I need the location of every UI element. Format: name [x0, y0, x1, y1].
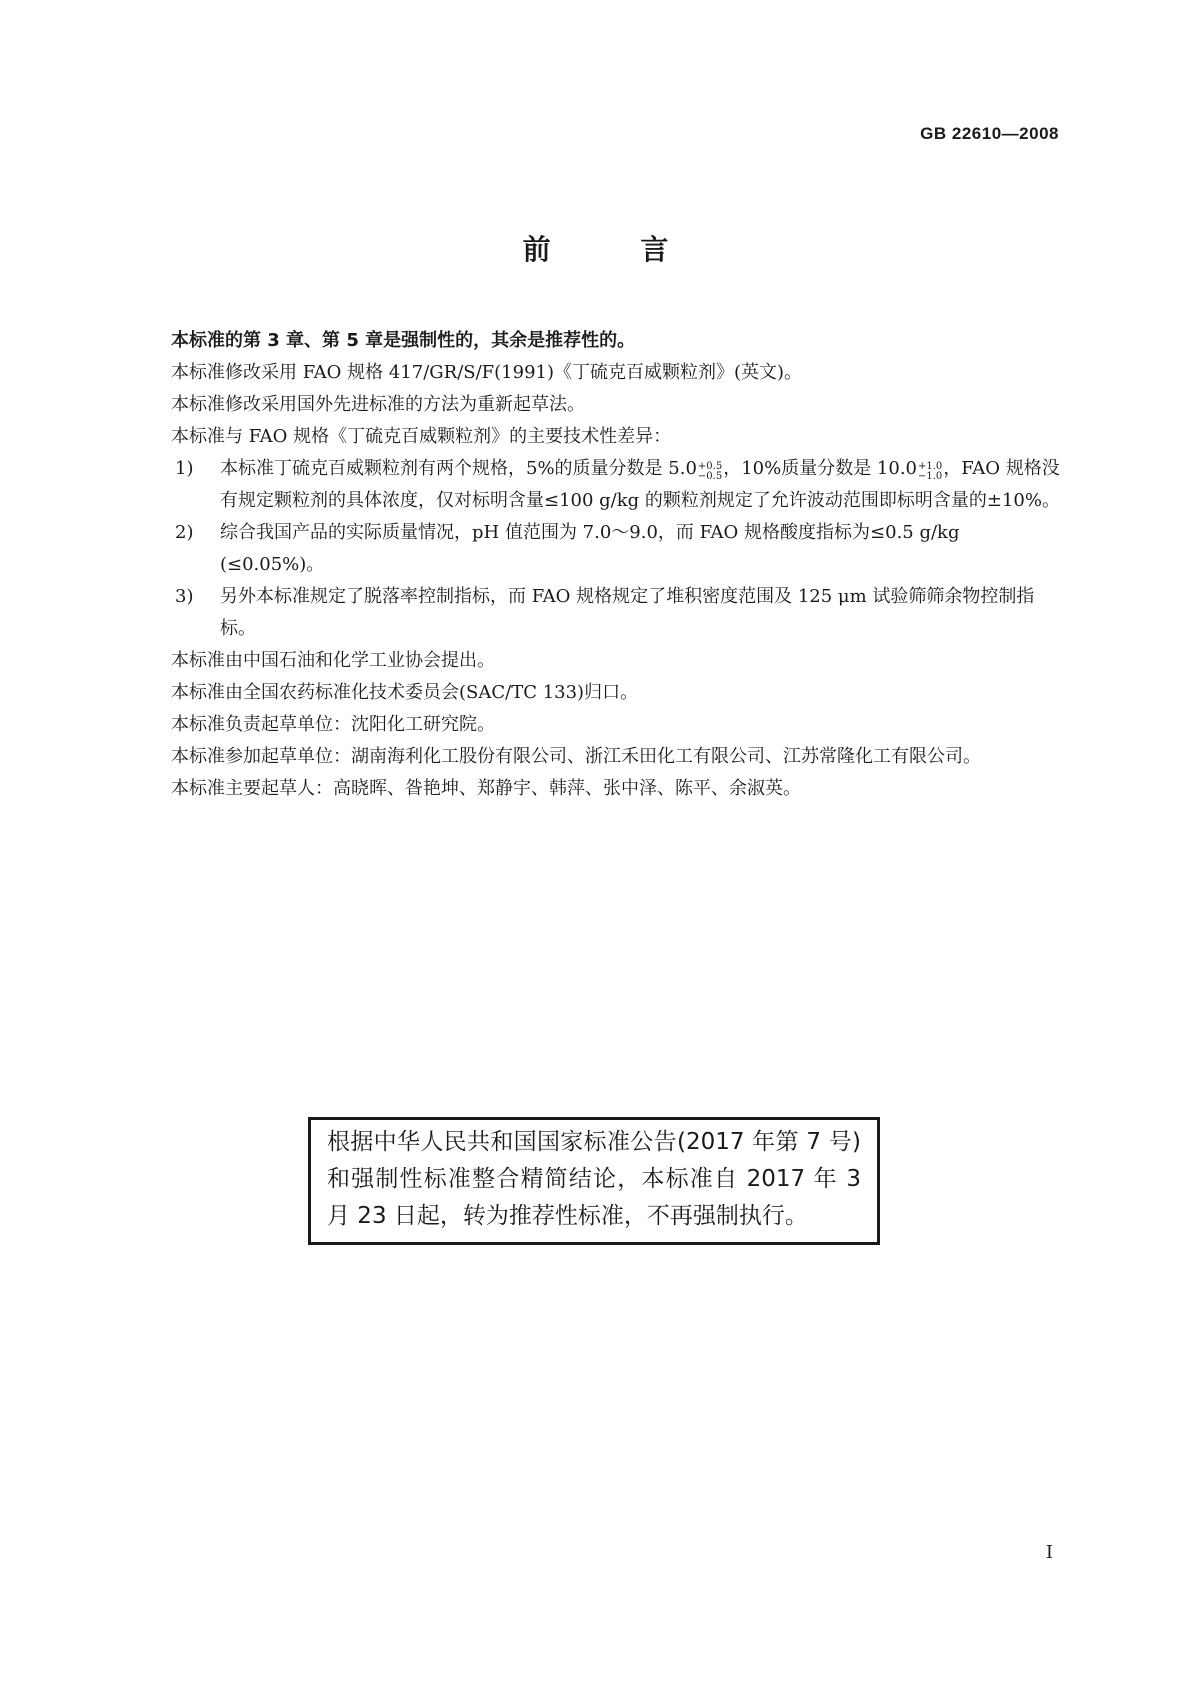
tolerance-lower: −1.0	[918, 471, 943, 482]
page-title: 前 言	[522, 233, 709, 266]
foreword-body	[135, 325, 1060, 805]
list-item	[135, 517, 1060, 581]
tolerance-lower: −0.5	[697, 471, 723, 482]
text-segment: 本标准丁硫克百威颗粒剂有两个规格，5%的质量分数是 5.0	[220, 458, 697, 479]
text-segment: ，FAO 规格没有规定颗粒剂的具体浓度，仅对标明含量≤100 g/kg 的颗粒剂规定了允许波动范围即标明含量的±10%。	[220, 458, 1060, 511]
tolerance-upper: +1.0	[918, 461, 943, 472]
status-notice-box: 根据中华人民共和国国家标准公告(2017 年第 7 号)和强制性标准整合精简结论，本标准自 2017 年 3 月 23 日起，转为推荐性标准，不再强制执行。	[308, 1117, 880, 1245]
list-item	[135, 581, 1060, 645]
standard-code: GB 22610—2008	[920, 124, 1059, 143]
tolerance	[918, 462, 942, 482]
tolerance	[698, 462, 722, 482]
paragraph-main-drafters: 本标准主要起草人：高晓晖、昝艳坤、郑静宇、韩萍、张中泽、陈平、余淑英。	[171, 778, 801, 799]
paragraph-differences: 本标准与 FAO 规格《丁硫克百威颗粒剂》的主要技术性差异：	[171, 426, 672, 447]
paragraph-lead-drafter: 本标准负责起草单位：沈阳化工研究院。	[171, 714, 495, 735]
text-segment: ，10%质量分数是 10.0	[723, 458, 918, 479]
page-number: I	[1045, 1542, 1053, 1563]
paragraph-committee: 本标准由全国农药标准化技术委员会(SAC/TC 133)归口。	[171, 682, 639, 703]
list-item	[135, 453, 1060, 517]
list-item-number: 1)	[175, 458, 194, 479]
paragraph-participating-drafters: 本标准参加起草单位：湖南海利化工股份有限公司、浙江禾田化工有限公司、江苏常隆化工有限公司。	[171, 746, 981, 767]
paragraph-adoption: 本标准修改采用 FAO 规格 417/GR/S/F(1991)《丁硫克百威颗粒剂》(英文)。	[171, 362, 803, 383]
list-item-text: 另外本标准规定了脱落率控制指标，而 FAO 规格规定了堆积密度范围及 125 μm 试验筛筛余物控制指标。	[220, 586, 1035, 639]
list-item-number: 3)	[175, 586, 194, 607]
list-item-number: 2)	[175, 522, 194, 543]
list-item-text	[220, 453, 1060, 517]
paragraph-proposer: 本标准由中国石油和化学工业协会提出。	[171, 650, 495, 671]
paragraph-mandatory-chapters: 本标准的第 3 章、第 5 章是强制性的，其余是推荐性的。	[171, 330, 636, 351]
paragraph-method: 本标准修改采用国外先进标准的方法为重新起草法。	[171, 394, 585, 415]
tolerance-upper: +0.5	[697, 461, 723, 472]
list-item-text: 综合我国产品的实际质量情况，pH 值范围为 7.0～9.0，而 FAO 规格酸度指标为≤0.5 g/kg (≤0.05%)。	[220, 522, 960, 575]
